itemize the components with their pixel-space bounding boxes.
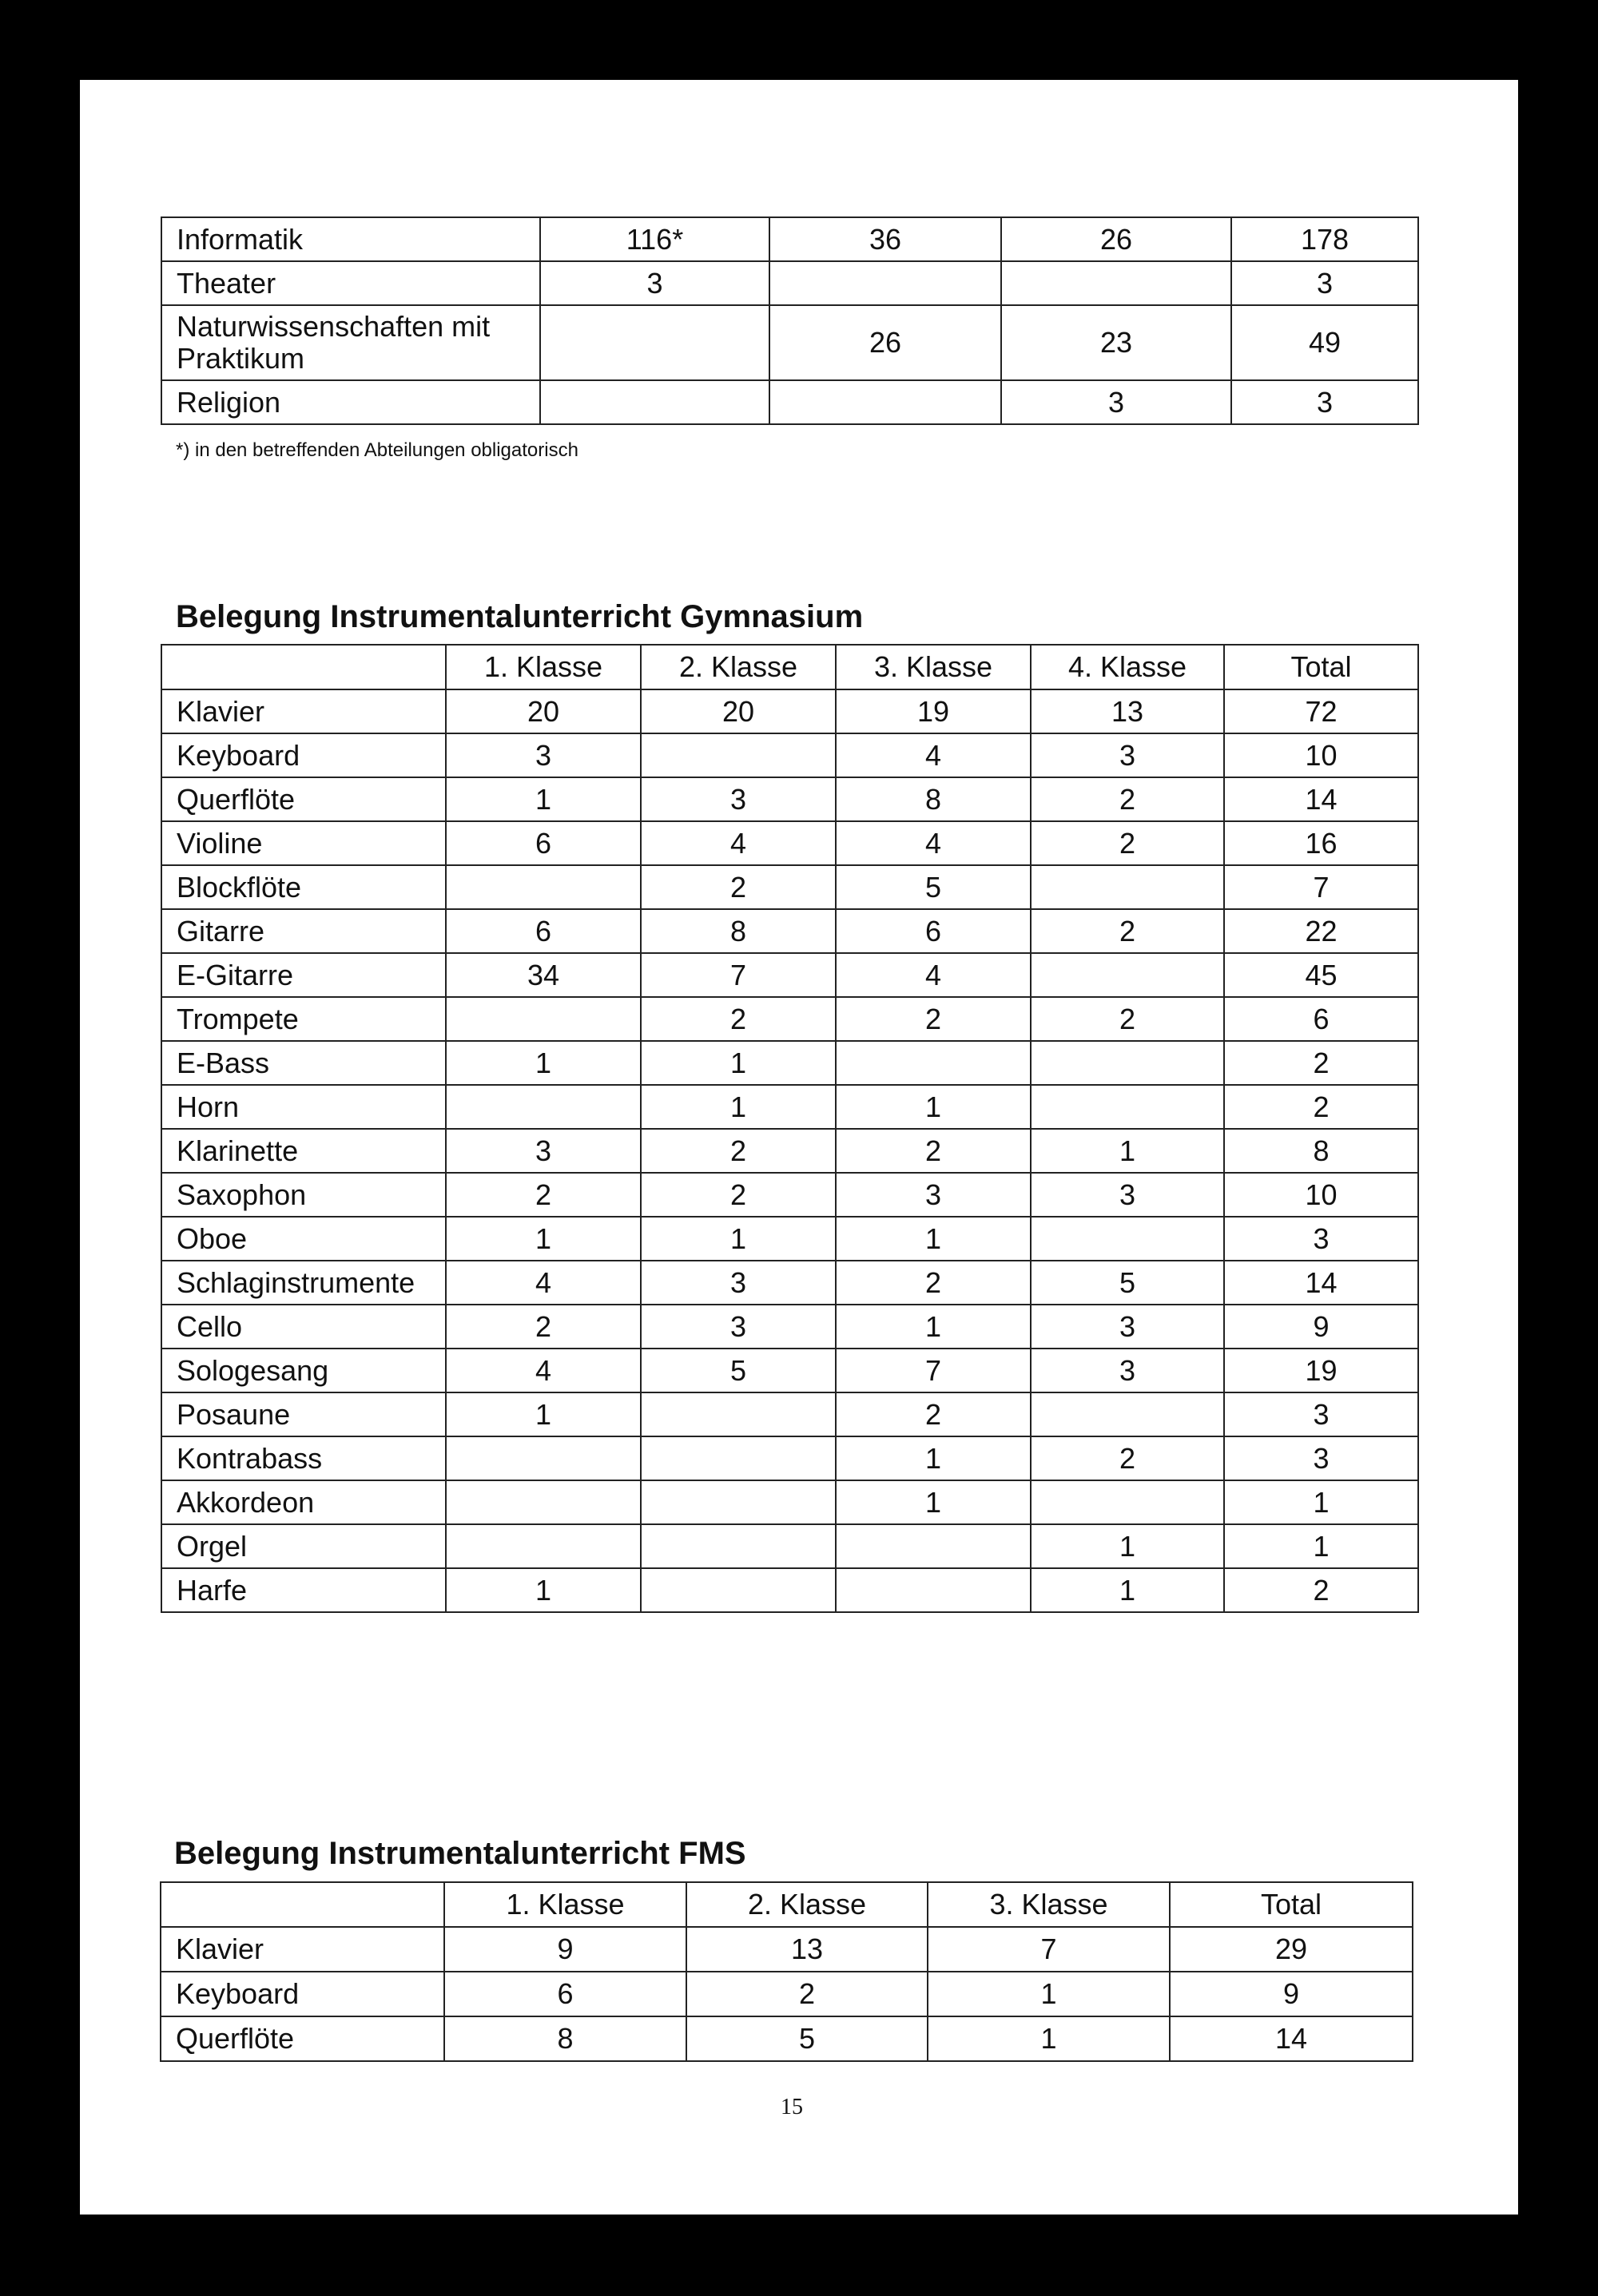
value-cell: 34 <box>446 953 641 997</box>
table-row <box>161 1392 1418 1436</box>
table-row <box>161 909 1418 953</box>
table-row <box>161 997 1418 1041</box>
value-cell <box>836 1041 1031 1085</box>
value-cell: 2 <box>836 1261 1031 1305</box>
gymnasium-heading: Belegung Instrumentalunterricht Gymnasium <box>176 599 864 634</box>
value-cell: 14 <box>1224 777 1418 821</box>
value-cell <box>540 305 769 380</box>
column-header: 2. Klasse <box>641 645 836 689</box>
column-header: 2. Klasse <box>686 1882 928 1927</box>
table-row <box>161 1217 1418 1261</box>
corner-cell <box>161 645 446 689</box>
value-cell <box>641 1568 836 1612</box>
row-label: Keyboard <box>161 1972 444 2016</box>
table-row <box>161 953 1418 997</box>
column-header: 1. Klasse <box>446 645 641 689</box>
value-cell: 2 <box>641 1129 836 1173</box>
value-cell <box>446 1524 641 1568</box>
value-cell: 7 <box>641 953 836 997</box>
row-label: E-Bass <box>161 1041 446 1085</box>
value-cell: 2 <box>836 1392 1031 1436</box>
value-cell: 1 <box>836 1217 1031 1261</box>
table-row <box>161 305 1418 380</box>
value-cell: 14 <box>1170 2016 1413 2061</box>
value-cell: 5 <box>641 1349 836 1392</box>
value-cell: 2 <box>1031 909 1224 953</box>
row-label: Sologesang <box>161 1349 446 1392</box>
value-cell: 116* <box>540 217 769 261</box>
value-cell: 6 <box>836 909 1031 953</box>
row-label: Informatik <box>161 217 540 261</box>
value-cell: 1 <box>446 777 641 821</box>
row-label: Naturwissenschaften mit Praktikum <box>161 305 540 380</box>
value-cell: 5 <box>1031 1261 1224 1305</box>
row-label: Klavier <box>161 1927 444 1972</box>
row-label: Harfe <box>161 1568 446 1612</box>
value-cell: 1 <box>641 1041 836 1085</box>
value-cell: 3 <box>1224 1217 1418 1261</box>
table-row <box>161 821 1418 865</box>
value-cell: 6 <box>444 1972 686 2016</box>
value-cell: 10 <box>1224 733 1418 777</box>
row-label: Horn <box>161 1085 446 1129</box>
value-cell: 4 <box>836 821 1031 865</box>
row-label: Keyboard <box>161 733 446 777</box>
value-cell: 13 <box>686 1927 928 1972</box>
value-cell: 1 <box>1224 1480 1418 1524</box>
value-cell <box>446 997 641 1041</box>
column-header: 3. Klasse <box>836 645 1031 689</box>
row-label: Oboe <box>161 1217 446 1261</box>
value-cell <box>1031 1480 1224 1524</box>
value-cell: 1 <box>928 1972 1170 2016</box>
value-cell <box>769 261 1001 305</box>
row-label: Gitarre <box>161 909 446 953</box>
value-cell <box>641 1392 836 1436</box>
value-cell <box>769 380 1001 424</box>
value-cell: 16 <box>1224 821 1418 865</box>
table-row <box>161 261 1418 305</box>
value-cell: 3 <box>540 261 769 305</box>
value-cell: 19 <box>1224 1349 1418 1392</box>
table-row <box>161 1927 1413 1972</box>
value-cell: 2 <box>836 1129 1031 1173</box>
row-label: Querflöte <box>161 2016 444 2061</box>
value-cell <box>540 380 769 424</box>
value-cell: 13 <box>1031 689 1224 733</box>
column-header: Total <box>1170 1882 1413 1927</box>
value-cell: 4 <box>446 1261 641 1305</box>
row-label: Religion <box>161 380 540 424</box>
table-row <box>161 2016 1413 2061</box>
value-cell <box>641 1480 836 1524</box>
row-label: Klarinette <box>161 1129 446 1173</box>
value-cell <box>641 1524 836 1568</box>
value-cell: 1 <box>836 1480 1031 1524</box>
value-cell: 2 <box>641 997 836 1041</box>
value-cell: 1 <box>836 1305 1031 1349</box>
value-cell: 4 <box>641 821 836 865</box>
value-cell: 1 <box>1031 1568 1224 1612</box>
value-cell: 36 <box>769 217 1001 261</box>
table-row <box>161 1349 1418 1392</box>
row-label: Theater <box>161 261 540 305</box>
value-cell <box>446 1085 641 1129</box>
value-cell: 26 <box>1001 217 1231 261</box>
row-label: Saxophon <box>161 1173 446 1217</box>
subjects-table <box>161 216 1419 425</box>
value-cell: 10 <box>1224 1173 1418 1217</box>
corner-cell <box>161 1882 444 1927</box>
value-cell <box>1031 953 1224 997</box>
table-row <box>161 380 1418 424</box>
value-cell: 2 <box>1224 1041 1418 1085</box>
value-cell: 8 <box>836 777 1031 821</box>
value-cell: 2 <box>641 865 836 909</box>
table-row <box>161 1261 1418 1305</box>
value-cell: 1 <box>446 1568 641 1612</box>
value-cell: 26 <box>769 305 1001 380</box>
value-cell: 3 <box>1224 1436 1418 1480</box>
value-cell: 1 <box>641 1085 836 1129</box>
table-row <box>161 1305 1418 1349</box>
value-cell: 14 <box>1224 1261 1418 1305</box>
table-row <box>161 1173 1418 1217</box>
value-cell: 45 <box>1224 953 1418 997</box>
value-cell: 7 <box>928 1927 1170 1972</box>
table-row <box>161 217 1418 261</box>
value-cell: 20 <box>641 689 836 733</box>
value-cell: 1 <box>446 1392 641 1436</box>
page-number: 15 <box>781 2095 803 2119</box>
value-cell: 1 <box>836 1436 1031 1480</box>
value-cell: 1 <box>928 2016 1170 2061</box>
value-cell: 4 <box>446 1349 641 1392</box>
footnote: *) in den betreffenden Abteilungen obligatorisch <box>176 439 578 461</box>
value-cell: 3 <box>1031 1349 1224 1392</box>
row-label: Querflöte <box>161 777 446 821</box>
value-cell <box>1031 1041 1224 1085</box>
value-cell <box>836 1524 1031 1568</box>
fms-heading: Belegung Instrumentalunterricht FMS <box>174 1836 746 1871</box>
value-cell: 1 <box>446 1217 641 1261</box>
value-cell: 9 <box>444 1927 686 1972</box>
table-row <box>161 1480 1418 1524</box>
value-cell: 4 <box>836 953 1031 997</box>
value-cell <box>446 1480 641 1524</box>
row-label: Orgel <box>161 1524 446 1568</box>
value-cell: 72 <box>1224 689 1418 733</box>
row-label: Violine <box>161 821 446 865</box>
value-cell: 2 <box>1031 1436 1224 1480</box>
value-cell: 3 <box>1031 1173 1224 1217</box>
value-cell: 6 <box>446 821 641 865</box>
value-cell: 3 <box>446 1129 641 1173</box>
value-cell: 2 <box>446 1173 641 1217</box>
value-cell: 3 <box>1031 733 1224 777</box>
header-row <box>161 645 1418 689</box>
value-cell: 7 <box>1224 865 1418 909</box>
value-cell <box>1031 1085 1224 1129</box>
value-cell: 19 <box>836 689 1031 733</box>
row-label: Cello <box>161 1305 446 1349</box>
value-cell: 5 <box>686 2016 928 2061</box>
column-header: 4. Klasse <box>1031 645 1224 689</box>
value-cell: 2 <box>1224 1568 1418 1612</box>
value-cell <box>446 1436 641 1480</box>
value-cell: 2 <box>641 1173 836 1217</box>
column-header: Total <box>1224 645 1418 689</box>
value-cell <box>1031 1392 1224 1436</box>
row-label: Blockflöte <box>161 865 446 909</box>
value-cell: 7 <box>836 1349 1031 1392</box>
value-cell: 3 <box>641 1305 836 1349</box>
row-label: E-Gitarre <box>161 953 446 997</box>
value-cell: 8 <box>1224 1129 1418 1173</box>
value-cell: 8 <box>641 909 836 953</box>
table-row <box>161 1129 1418 1173</box>
value-cell <box>1001 261 1231 305</box>
value-cell: 2 <box>1031 777 1224 821</box>
value-cell: 2 <box>1031 821 1224 865</box>
value-cell <box>836 1568 1031 1612</box>
row-label: Schlaginstrumente <box>161 1261 446 1305</box>
value-cell: 3 <box>1031 1305 1224 1349</box>
value-cell: 1 <box>1031 1129 1224 1173</box>
value-cell: 178 <box>1231 217 1418 261</box>
column-header: 3. Klasse <box>928 1882 1170 1927</box>
value-cell: 23 <box>1001 305 1231 380</box>
table-row <box>161 733 1418 777</box>
value-cell: 4 <box>836 733 1031 777</box>
value-cell: 8 <box>444 2016 686 2061</box>
gymnasium-instrument-table <box>161 644 1419 1613</box>
value-cell: 3 <box>1001 380 1231 424</box>
value-cell <box>1031 1217 1224 1261</box>
header-row <box>161 1882 1413 1927</box>
value-cell: 2 <box>1224 1085 1418 1129</box>
table-row <box>161 1568 1418 1612</box>
value-cell: 22 <box>1224 909 1418 953</box>
table-row <box>161 1972 1413 2016</box>
value-cell: 2 <box>446 1305 641 1349</box>
column-header: 1. Klasse <box>444 1882 686 1927</box>
value-cell: 49 <box>1231 305 1418 380</box>
value-cell: 1 <box>641 1217 836 1261</box>
value-cell: 2 <box>686 1972 928 2016</box>
value-cell: 3 <box>836 1173 1031 1217</box>
value-cell: 3 <box>1224 1392 1418 1436</box>
value-cell <box>1031 865 1224 909</box>
value-cell <box>641 1436 836 1480</box>
table-row <box>161 1436 1418 1480</box>
row-label: Klavier <box>161 689 446 733</box>
value-cell <box>446 865 641 909</box>
value-cell: 1 <box>1031 1524 1224 1568</box>
value-cell: 6 <box>1224 997 1418 1041</box>
value-cell: 5 <box>836 865 1031 909</box>
row-label: Kontrabass <box>161 1436 446 1480</box>
value-cell: 6 <box>446 909 641 953</box>
value-cell: 3 <box>446 733 641 777</box>
value-cell: 3 <box>1231 380 1418 424</box>
fms-instrument-table <box>160 1881 1413 2062</box>
table-row <box>161 777 1418 821</box>
value-cell: 1 <box>1224 1524 1418 1568</box>
value-cell: 9 <box>1170 1972 1413 2016</box>
value-cell: 9 <box>1224 1305 1418 1349</box>
value-cell: 1 <box>446 1041 641 1085</box>
row-label: Akkordeon <box>161 1480 446 1524</box>
value-cell: 1 <box>836 1085 1031 1129</box>
value-cell: 29 <box>1170 1927 1413 1972</box>
value-cell: 2 <box>836 997 1031 1041</box>
value-cell: 3 <box>641 777 836 821</box>
value-cell <box>641 733 836 777</box>
value-cell: 20 <box>446 689 641 733</box>
value-cell: 3 <box>1231 261 1418 305</box>
value-cell: 2 <box>1031 997 1224 1041</box>
table-row <box>161 865 1418 909</box>
row-label: Posaune <box>161 1392 446 1436</box>
table-row <box>161 689 1418 733</box>
table-row <box>161 1524 1418 1568</box>
document-page <box>80 80 1518 2215</box>
row-label: Trompete <box>161 997 446 1041</box>
value-cell: 3 <box>641 1261 836 1305</box>
table-row <box>161 1041 1418 1085</box>
table-row <box>161 1085 1418 1129</box>
